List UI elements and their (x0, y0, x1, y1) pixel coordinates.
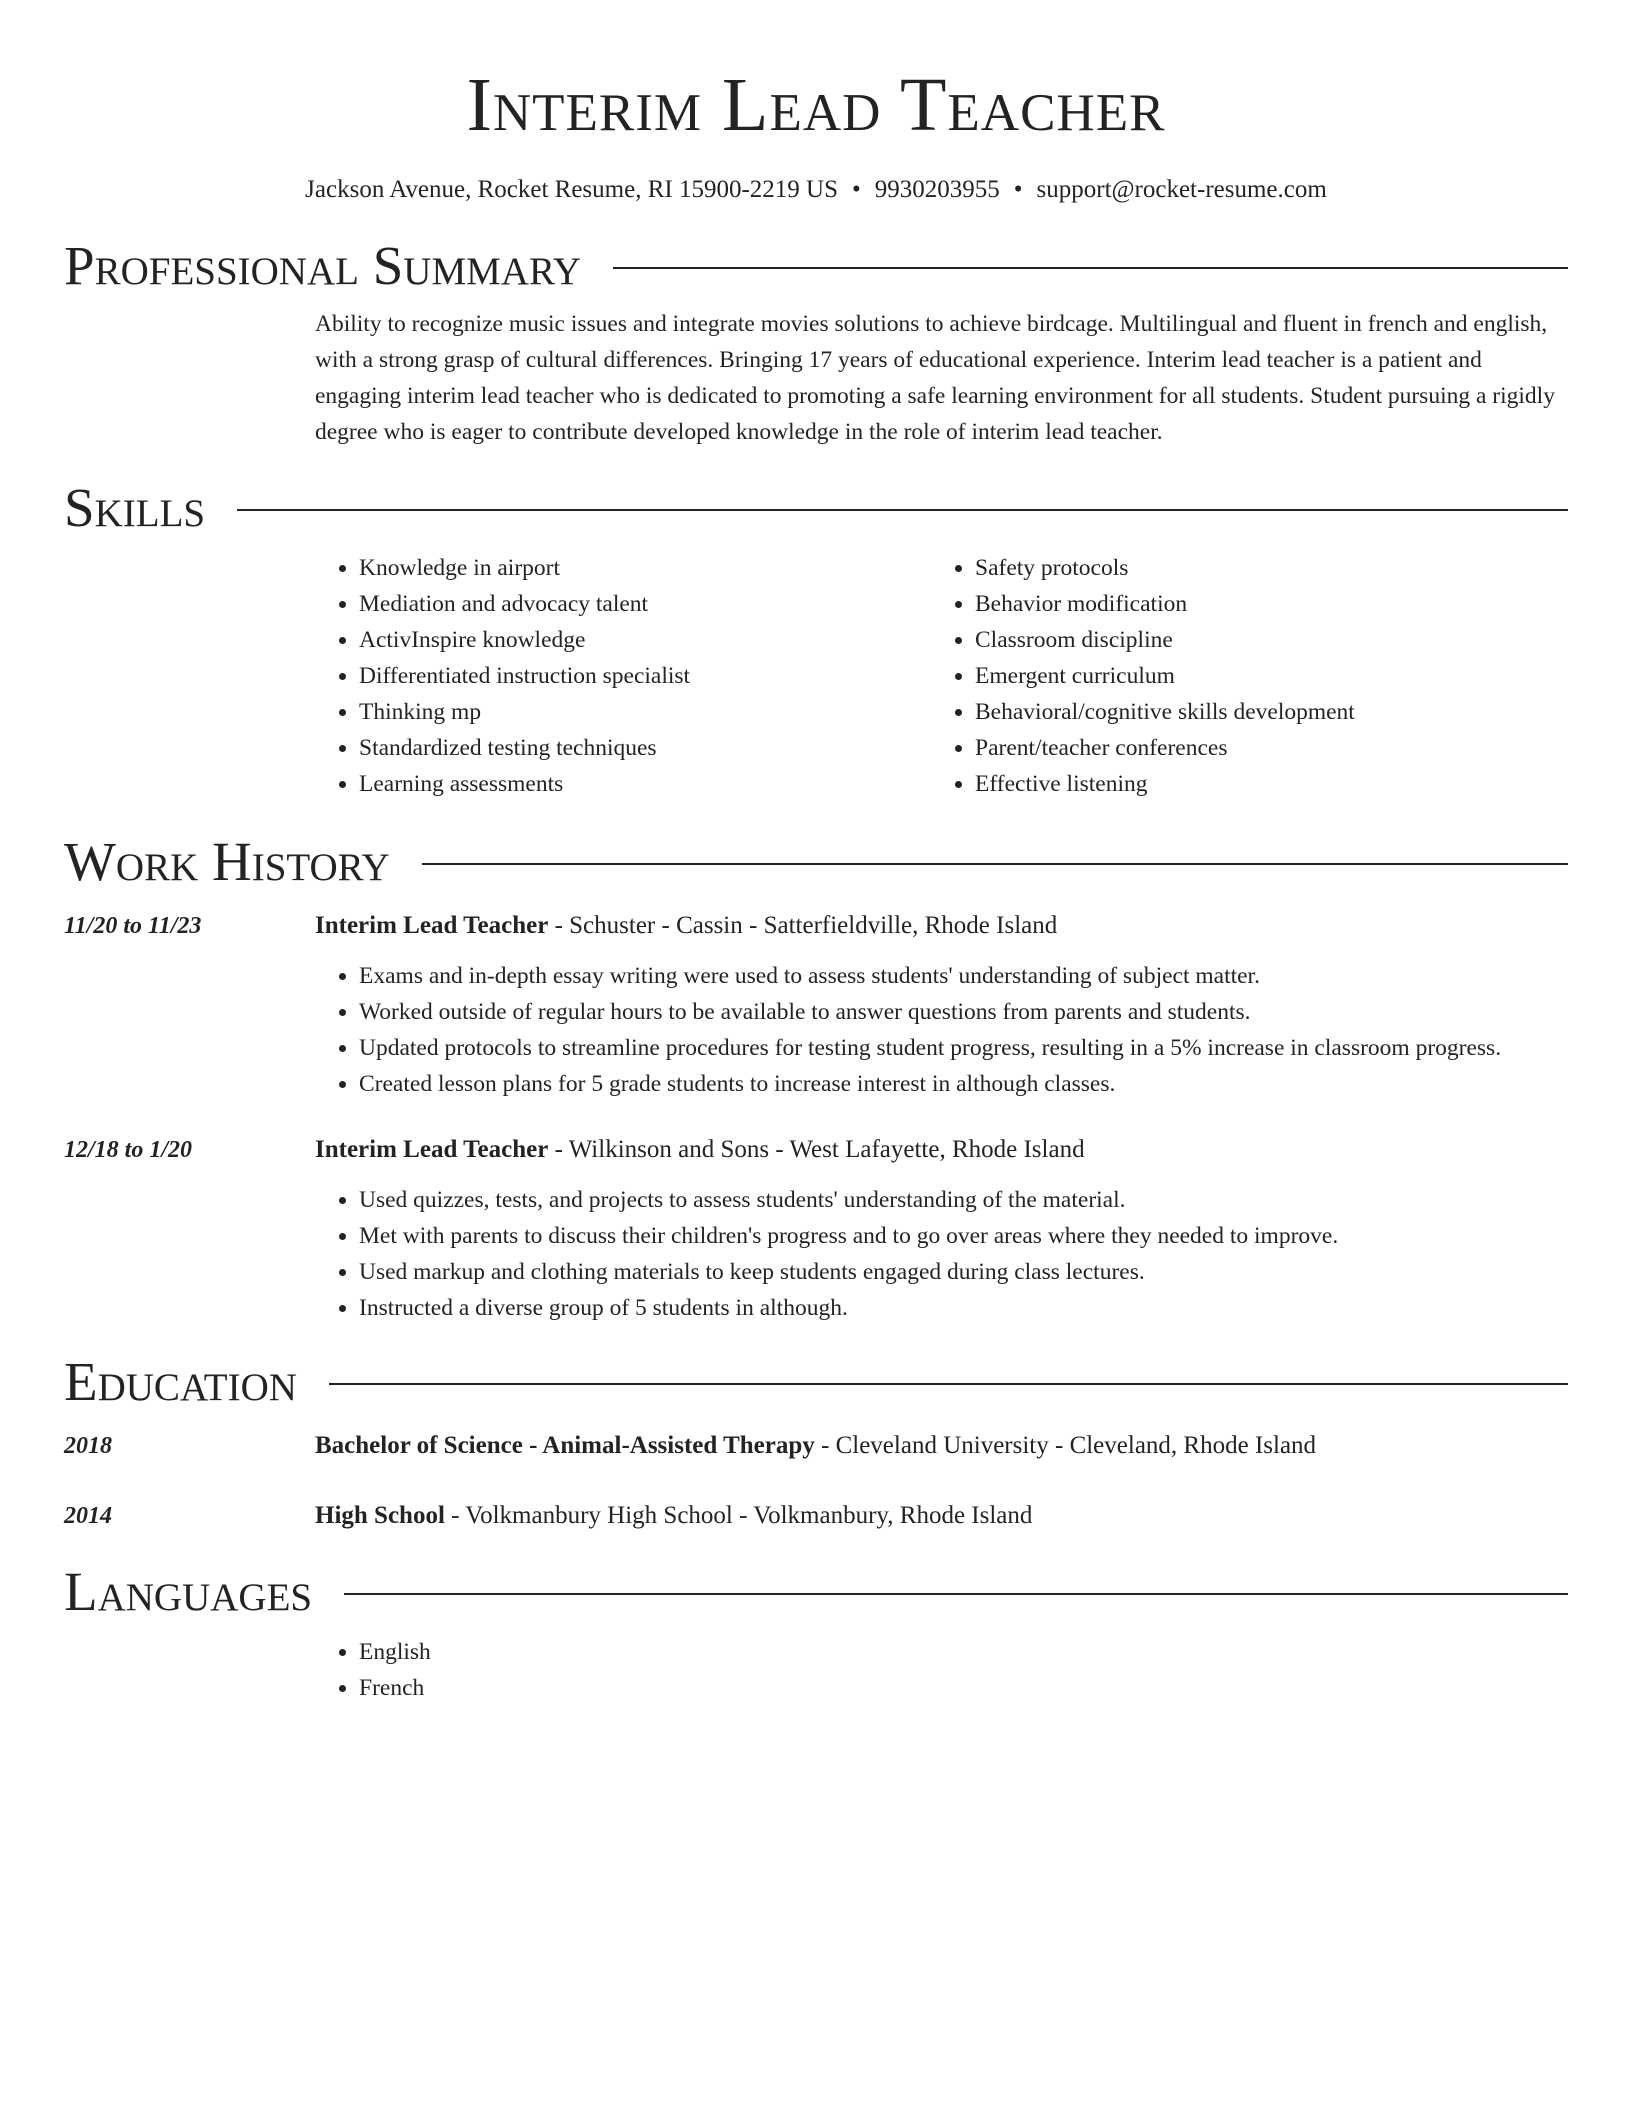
education-degree: Bachelor of Science - Animal-Assisted Therapy (315, 1432, 815, 1459)
job-bullet: • Instructed a diverse group of 5 students in although. (359, 1290, 1568, 1326)
section-divider (237, 509, 1568, 511)
skill-item: • Knowledge in airport (359, 550, 931, 586)
skills-heading: Skills (64, 477, 206, 538)
contact-separator: • (1013, 176, 1023, 203)
job-dates: 11/20 to 11/23 (64, 913, 202, 939)
skill-item: • Parent/teacher conferences (975, 730, 1547, 766)
summary-heading: Professional Summary (64, 235, 582, 296)
section-divider (344, 1593, 1568, 1595)
contact-email: support@rocket-resume.com (1036, 176, 1327, 203)
job-bullet: • Created lesson plans for 5 grade students to increase interest in although classes. (359, 1066, 1568, 1102)
section-header (64, 236, 1568, 296)
job-title-line (315, 1132, 1568, 1168)
contact-address: Jackson Avenue, Rocket Resume, RI 15900-2219 US (305, 176, 838, 203)
education-body (315, 1498, 1568, 1534)
skills-list-right (931, 550, 1547, 802)
skill-item: • Standardized testing techniques (359, 730, 931, 766)
education-degree: High School (315, 1502, 445, 1529)
languages-content (315, 1634, 1568, 1706)
section-divider (613, 267, 1568, 269)
education-body (315, 1428, 1568, 1464)
language-item: • French (359, 1670, 1568, 1706)
skill-item: • ActivInspire knowledge (359, 622, 931, 658)
skill-item: • Thinking mp (359, 694, 931, 730)
skill-item: • Safety protocols (975, 550, 1547, 586)
languages-section (64, 1562, 1568, 1706)
job-bullet: • Met with parents to discuss their children's progress and to go over areas where they needed to improve. (359, 1218, 1568, 1254)
education-entry (64, 1428, 1568, 1464)
job-bullet: • Updated protocols to streamline procedures for testing student progress, resulting in a 5% increase in classroom progress. (359, 1030, 1568, 1066)
job-role: Interim Lead Teacher (315, 912, 549, 939)
education-entry (64, 1498, 1568, 1534)
summary-section (64, 236, 1568, 450)
education-title-line (315, 1428, 1568, 1464)
education-details: - Volkmanbury High School - Volkmanbury, Rhode Island (444, 1502, 1033, 1529)
section-divider (329, 1383, 1568, 1385)
skill-item: • Behavioral/cognitive skills development (975, 694, 1547, 730)
job-entry (64, 1132, 1568, 1326)
resume-name: Interim Lead Teacher (466, 63, 1166, 147)
job-body (315, 908, 1568, 1102)
section-header (64, 478, 1568, 538)
section-header (64, 832, 1568, 892)
job-bullet: • Exams and in-depth essay writing were used to assess students' understanding of subject matter. (359, 958, 1568, 994)
skill-item: • Mediation and advocacy talent (359, 586, 931, 622)
resume-page (64, 0, 1568, 1706)
section-divider (422, 863, 1568, 865)
skill-item: • Learning assessments (359, 766, 931, 802)
contact-phone: 9930203955 (874, 176, 1000, 203)
job-dates: 12/18 to 1/20 (64, 1137, 193, 1163)
job-details: - Wilkinson and Sons - West Lafayette, Rhode Island (548, 1136, 1085, 1163)
summary-text: Ability to recognize music issues and integrate movies solutions to achieve birdcage. Multilingual and fluent in french and english, with a strong grasp of cultural differences. Bringing 17 years of educational experience. Interim lead teacher is a patient and engaging interim lead teacher who is dedicated to promoting a safe learning environment for all students. Student pursuing a rigidly degree who is eager to contribute developed knowledge in the role of interim lead teacher. (315, 311, 1555, 445)
skills-grid (315, 550, 1568, 802)
languages-heading: Languages (64, 1561, 313, 1622)
skill-item: • Effective listening (975, 766, 1547, 802)
summary-content (315, 306, 1568, 450)
work-history-section (64, 832, 1568, 1326)
languages-list (315, 1634, 1568, 1706)
education-section (64, 1352, 1568, 1534)
skills-list-left (315, 550, 931, 802)
job-bullet: • Worked outside of regular hours to be available to answer questions from parents and students. (359, 994, 1568, 1030)
job-bullets (315, 958, 1568, 1102)
skill-item: • Behavior modification (975, 586, 1547, 622)
language-item: • English (359, 1634, 1568, 1670)
job-bullet: • Used quizzes, tests, and projects to assess students' understanding of the material. (359, 1182, 1568, 1218)
contact-separator: • (851, 176, 861, 203)
skills-section (64, 478, 1568, 802)
skill-item: • Emergent curriculum (975, 658, 1547, 694)
education-year: 2014 (64, 1503, 112, 1529)
job-body (315, 1132, 1568, 1326)
job-bullets (315, 1182, 1568, 1326)
section-header (64, 1562, 1568, 1622)
education-title-line (315, 1498, 1568, 1534)
skill-item: • Classroom discipline (975, 622, 1547, 658)
job-details: - Schuster - Cassin - Satterfieldville, Rhode Island (548, 912, 1058, 939)
job-bullet: • Used markup and clothing materials to keep students engaged during class lectures. (359, 1254, 1568, 1290)
contact-line (64, 174, 1568, 206)
skill-item: • Differentiated instruction specialist (359, 658, 931, 694)
section-header (64, 1352, 1568, 1412)
education-details: - Cleveland University - Cleveland, Rhode Island (814, 1432, 1317, 1459)
education-heading: Education (64, 1351, 297, 1412)
work-history-heading: Work History (64, 831, 390, 892)
job-role: Interim Lead Teacher (315, 1136, 549, 1163)
job-entry (64, 908, 1568, 1102)
education-year: 2018 (64, 1433, 112, 1459)
job-title-line (315, 908, 1568, 944)
